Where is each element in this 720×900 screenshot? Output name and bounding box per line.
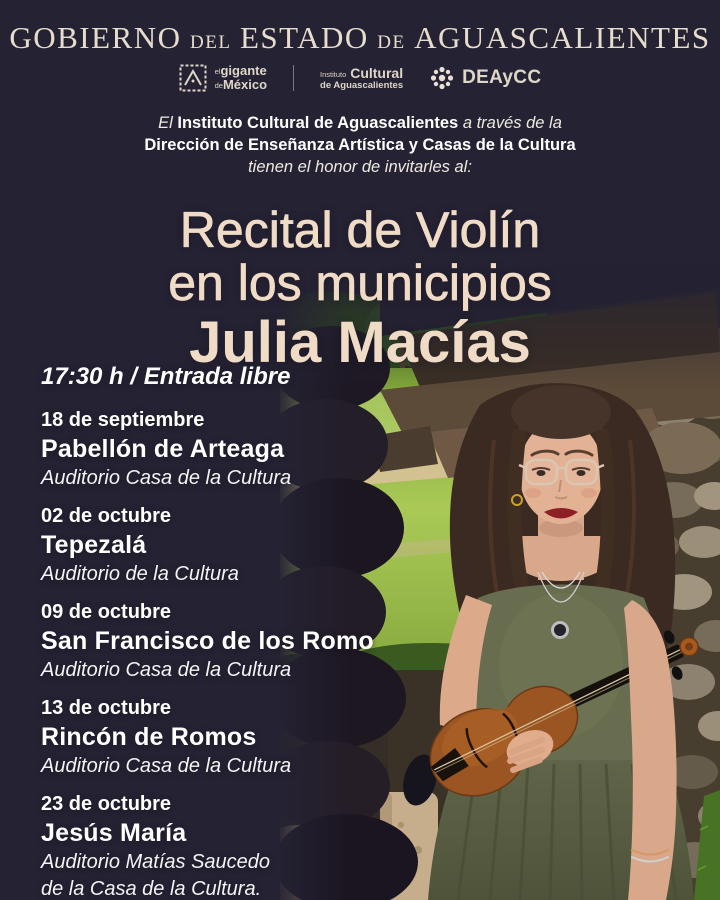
event-venue (41, 753, 341, 780)
event-item (41, 407, 374, 492)
event-place: Pabellón de Arteaga (41, 435, 285, 463)
event-venue (41, 561, 341, 588)
event-venue (41, 849, 341, 900)
event-item (41, 503, 374, 588)
event-venue-line1: Auditorio Matías Saucedo (41, 851, 271, 873)
time-and-admission: 17:30 h / Entrada libre (41, 363, 291, 390)
gigante-de: de (214, 81, 223, 91)
deaycc-label: DEAyCC (462, 67, 542, 89)
event-date: 18 de septiembre (41, 409, 205, 431)
header-word-del: DEL (190, 32, 232, 53)
deaycc-logo (429, 65, 541, 91)
page-title (0, 204, 720, 374)
instituto-cultural-logo (320, 66, 403, 91)
chest (520, 536, 602, 581)
gigante-el: el (214, 67, 221, 76)
intro-line-3: tienen el honor de invitarles al: (248, 158, 472, 176)
intro-atraves: a través de la (458, 114, 562, 132)
logo-bar (0, 64, 720, 93)
event-date: 13 de octubre (41, 697, 172, 719)
event-venue-line1: Auditorio Casa de la Cultura (41, 659, 292, 681)
event-venue-line2: de la Casa de la Cultura. (41, 878, 262, 900)
logo-divider (293, 65, 294, 91)
event-venue (41, 465, 341, 492)
event-date: 02 de octubre (41, 505, 172, 527)
title-artist-name: Julia Macías (189, 310, 531, 375)
intro-instituto: Instituto Cultural de Aguascalientes (177, 114, 459, 132)
event-item (41, 695, 374, 780)
header-word-estado: ESTADO (239, 20, 369, 55)
gigante-de-mexico-logo (179, 64, 267, 93)
event-venue-line1: Auditorio Casa de la Cultura (41, 755, 292, 777)
event-venue-line1: Auditorio Casa de la Cultura (41, 467, 292, 489)
header-word-de: DE (377, 32, 406, 53)
event-item (41, 791, 374, 900)
instituto-line2: de Aguascalientes (320, 79, 404, 91)
event-date: 09 de octubre (41, 601, 172, 623)
intro-line-2: Dirección de Enseñanza Artística y Casas de la Cultura (144, 136, 576, 154)
schedule (41, 363, 374, 900)
gigante-icon (179, 64, 207, 92)
event-venue (41, 657, 341, 684)
instituto-word: Cultural (350, 64, 404, 81)
instituto-small: Instituto (320, 69, 347, 79)
header (0, 20, 720, 56)
event-date: 23 de octubre (41, 793, 172, 815)
event-item (41, 599, 374, 684)
title-line-1: Recital de Violín (179, 202, 541, 258)
gigante-logo-text (215, 64, 267, 93)
header-word-aguascalientes: AGUASCALIENTES (414, 20, 711, 55)
title-line-2: en los municipios (168, 255, 552, 311)
intro-el: El (158, 114, 178, 132)
gigante-mexico: México (222, 77, 268, 93)
event-venue-line1: Auditorio de la Cultura (41, 563, 239, 585)
intro-line-1 (0, 112, 720, 134)
gigante-word: gigante (220, 63, 267, 78)
event-place: Tepezalá (41, 531, 147, 559)
event-place: Rincón de Romos (41, 723, 257, 751)
event-place: Jesús María (41, 819, 187, 847)
deaycc-flower-icon (429, 65, 455, 91)
event-place: San Francisco de los Romo (41, 627, 374, 655)
header-word-gobierno: GOBIERNO (9, 20, 182, 55)
intro-text (0, 112, 720, 178)
